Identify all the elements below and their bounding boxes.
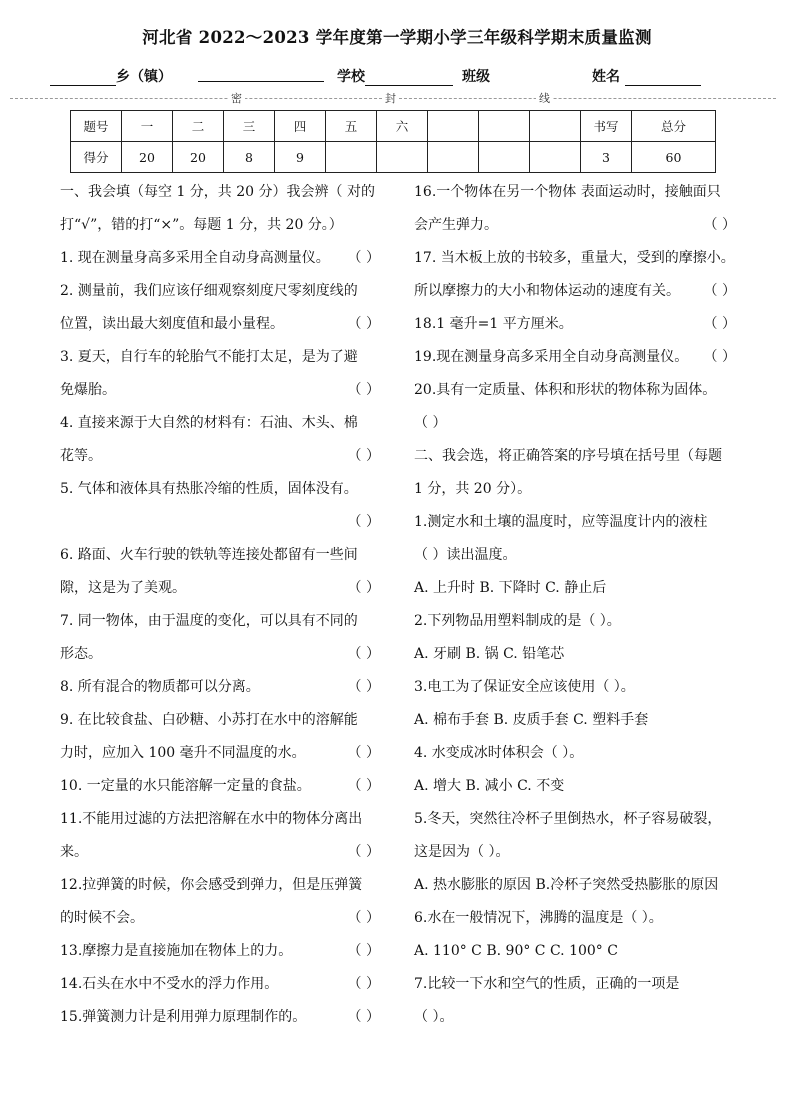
question-text: 6. 路面、火车行驶的铁轨等连接处都留有一些间 bbox=[60, 547, 358, 563]
school-field[interactable] bbox=[337, 66, 453, 86]
question-line bbox=[60, 407, 380, 440]
seal-mi: 密 bbox=[228, 90, 245, 106]
question-line bbox=[414, 935, 736, 968]
question-line bbox=[60, 605, 380, 638]
question-text: （ ）。 bbox=[414, 1009, 454, 1025]
question-line bbox=[60, 869, 380, 902]
table-cell: 得分 bbox=[71, 142, 122, 173]
answer-parentheses[interactable]: （ ） bbox=[703, 316, 736, 332]
question-line bbox=[414, 407, 736, 440]
question-text: A. 棉布手套 B. 皮质手套 C. 塑料手套 bbox=[414, 712, 649, 728]
answer-parentheses[interactable]: （ ） bbox=[347, 679, 380, 695]
question-line bbox=[414, 770, 736, 803]
question-text: 5.冬天，突然往冷杯子里倒热水，杯子容易破裂， bbox=[414, 811, 722, 827]
question-line bbox=[414, 572, 736, 605]
table-cell: 二 bbox=[173, 111, 224, 142]
question-text: 7. 同一物体，由于温度的变化，可以具有不同的 bbox=[60, 613, 358, 629]
question-line bbox=[60, 176, 380, 209]
name-field[interactable] bbox=[592, 66, 701, 86]
question-line bbox=[60, 704, 380, 737]
seal-feng: 封 bbox=[382, 90, 399, 106]
table-cell: 20 bbox=[173, 142, 224, 173]
answer-parentheses[interactable]: （ ） bbox=[347, 646, 380, 662]
question-text: A. 上升时 B. 下降时 C. 静止后 bbox=[414, 580, 607, 596]
town-name-field[interactable] bbox=[198, 66, 324, 82]
question-text: A. 热水膨胀的原因 B.冷杯子突然受热膨胀的原因 bbox=[414, 877, 719, 893]
question-text: 二、我会选，将正确答案的序号填在括号里（每题 bbox=[414, 448, 722, 464]
question-line bbox=[414, 275, 736, 308]
question-text: 14.石头在水中不受水的浮力作用。 bbox=[60, 976, 279, 992]
score-table-header-row bbox=[71, 111, 716, 142]
question-line bbox=[60, 638, 380, 671]
question-text: 所以摩擦力的大小和物体运动的速度有关。 bbox=[414, 283, 680, 299]
question-text: A. 110° C B. 90° C C. 100° C bbox=[414, 943, 618, 959]
answer-parentheses[interactable]: （ ） bbox=[347, 316, 380, 332]
question-text: 8. 所有混合的物质都可以分离。 bbox=[60, 679, 260, 695]
question-line bbox=[60, 770, 380, 803]
town-blank[interactable] bbox=[50, 70, 116, 86]
question-line bbox=[60, 902, 380, 935]
question-text: 5. 气体和液体具有热胀冷缩的性质，固体没有。 bbox=[60, 481, 358, 497]
question-line bbox=[414, 242, 736, 275]
table-cell: 五 bbox=[326, 111, 377, 142]
student-info-row bbox=[0, 66, 794, 86]
question-text: 1.测定水和土壤的温度时，应等温度计内的液柱 bbox=[414, 514, 708, 530]
question-line bbox=[414, 209, 736, 242]
table-cell: 六 bbox=[377, 111, 428, 142]
question-line bbox=[414, 836, 736, 869]
question-line bbox=[414, 605, 736, 638]
question-line bbox=[60, 209, 380, 242]
table-cell bbox=[479, 111, 530, 142]
answer-parentheses[interactable]: （ ） bbox=[347, 448, 380, 464]
answer-parentheses[interactable]: （ ） bbox=[347, 580, 380, 596]
question-text: 的时候不会。 bbox=[60, 910, 144, 926]
question-line bbox=[60, 275, 380, 308]
question-line bbox=[414, 506, 736, 539]
question-text: （ ）读出温度。 bbox=[414, 547, 517, 563]
table-cell bbox=[530, 142, 581, 173]
name-label: 姓名 bbox=[592, 69, 620, 85]
answer-parentheses[interactable]: （ ） bbox=[347, 976, 380, 992]
answer-parentheses[interactable]: （ ） bbox=[347, 778, 380, 794]
school-label: 学校 bbox=[337, 69, 365, 85]
question-text: 10. 一定量的水只能溶解一定量的食盐。 bbox=[60, 778, 311, 794]
exam-title: 河北省 2022～2023 学年度第一学期小学三年级科学期末质量监测 bbox=[142, 28, 652, 47]
answer-parentheses[interactable]: （ ） bbox=[347, 745, 380, 761]
question-text: 4. 水变成冰时体积会（ ）。 bbox=[414, 745, 584, 761]
question-line bbox=[60, 968, 380, 1001]
question-line bbox=[414, 176, 736, 209]
table-cell: 9 bbox=[275, 142, 326, 173]
table-cell bbox=[530, 111, 581, 142]
question-text: 花等。 bbox=[60, 448, 102, 464]
question-text: 18.1 毫升=1 平方厘米。 bbox=[414, 316, 573, 332]
question-text: 形态。 bbox=[60, 646, 102, 662]
question-text: A. 牙刷 B. 锅 C. 铅笔芯 bbox=[414, 646, 565, 662]
question-text: 15.弹簧测力计是利用弹力原理制作的。 bbox=[60, 1009, 307, 1025]
answer-parentheses[interactable]: （ ） bbox=[347, 250, 380, 266]
question-line bbox=[60, 539, 380, 572]
table-cell bbox=[377, 142, 428, 173]
table-cell: 8 bbox=[224, 142, 275, 173]
right-column bbox=[414, 176, 736, 1034]
question-text: 3. 夏天，自行车的轮胎气不能打太足，是为了避 bbox=[60, 349, 358, 365]
question-line bbox=[414, 737, 736, 770]
town-label: 乡（镇） bbox=[116, 69, 172, 85]
question-text: 1. 现在测量身高多采用全自动身高测量仪。 bbox=[60, 250, 330, 266]
answer-parentheses[interactable]: （ ） bbox=[703, 349, 736, 365]
question-line bbox=[414, 638, 736, 671]
answer-parentheses[interactable]: （ ） bbox=[347, 844, 380, 860]
question-line bbox=[414, 1001, 736, 1034]
question-line bbox=[414, 374, 736, 407]
question-text: 9. 在比较食盐、白砂糖、小苏打在水中的溶解能 bbox=[60, 712, 358, 728]
table-cell: 三 bbox=[224, 111, 275, 142]
question-line bbox=[60, 506, 380, 539]
answer-parentheses[interactable]: （ ） bbox=[703, 283, 736, 299]
question-text: 7.比较一下水和空气的性质，正确的一项是 bbox=[414, 976, 680, 992]
question-line bbox=[60, 308, 380, 341]
table-cell bbox=[326, 142, 377, 173]
answer-parentheses[interactable]: （ ） bbox=[347, 943, 380, 959]
question-line bbox=[414, 902, 736, 935]
question-text: 这是因为（ ）。 bbox=[414, 844, 510, 860]
question-line bbox=[60, 737, 380, 770]
question-text: A. 增大 B. 减小 C. 不变 bbox=[414, 778, 565, 794]
question-line bbox=[414, 539, 736, 572]
question-text: 20.具有一定质量、体积和形状的物体称为固体。 bbox=[414, 382, 717, 398]
table-cell: 题号 bbox=[71, 111, 122, 142]
question-line bbox=[60, 803, 380, 836]
question-text: 17. 当木板上放的书较多，重量大，受到的摩擦小。 bbox=[414, 250, 735, 266]
table-cell: 一 bbox=[122, 111, 173, 142]
table-cell: 书写 bbox=[581, 111, 632, 142]
question-line bbox=[60, 374, 380, 407]
class-field[interactable] bbox=[462, 66, 490, 86]
question-text: 1 分，共 20 分）。 bbox=[414, 481, 532, 497]
question-line bbox=[414, 803, 736, 836]
question-text: 19.现在测量身高多采用全自动身高测量仪。 bbox=[414, 349, 689, 365]
question-line bbox=[60, 1001, 380, 1034]
table-cell: 60 bbox=[632, 142, 716, 173]
table-cell bbox=[479, 142, 530, 173]
question-line bbox=[414, 473, 736, 506]
question-line bbox=[414, 671, 736, 704]
question-text: 2. 测量前，我们应该仔细观察刻度尺零刻度线的 bbox=[60, 283, 358, 299]
score-table bbox=[70, 110, 716, 173]
question-text: 13.摩擦力是直接施加在物体上的力。 bbox=[60, 943, 293, 959]
question-text: 免爆胎。 bbox=[60, 382, 116, 398]
question-text: 16.一个物体在另一个物体 表面运动时，接触面只 bbox=[414, 184, 721, 200]
town-name-blank[interactable] bbox=[198, 66, 324, 82]
table-cell bbox=[428, 142, 479, 173]
question-line bbox=[60, 341, 380, 374]
left-column bbox=[60, 176, 380, 1034]
question-line bbox=[414, 440, 736, 473]
question-text: 2.下列物品用塑料制成的是（ ）。 bbox=[414, 613, 621, 629]
question-line bbox=[414, 341, 736, 374]
answer-parentheses[interactable]: （ ） bbox=[347, 514, 380, 530]
question-line bbox=[60, 242, 380, 275]
question-text: 6.水在一般情况下，沸腾的温度是（ ）。 bbox=[414, 910, 663, 926]
question-line bbox=[414, 869, 736, 902]
question-text: （ ） bbox=[414, 415, 447, 431]
question-text: 来。 bbox=[60, 844, 88, 860]
question-line bbox=[60, 935, 380, 968]
question-text: 4. 直接来源于大自然的材料有：石油、木头、棉 bbox=[60, 415, 358, 431]
question-text: 3.电工为了保证安全应该使用（ ）。 bbox=[414, 679, 635, 695]
name-blank[interactable] bbox=[625, 70, 701, 86]
answer-parentheses[interactable]: （ ） bbox=[347, 910, 380, 926]
question-line bbox=[414, 704, 736, 737]
table-cell: 总分 bbox=[632, 111, 716, 142]
question-text: 隙，这是为了美观。 bbox=[60, 580, 186, 596]
seal-line bbox=[10, 92, 776, 106]
seal-xian: 线 bbox=[536, 90, 553, 106]
answer-parentheses[interactable]: （ ） bbox=[347, 1009, 380, 1025]
question-text: 一、我会填（每空 1 分，共 20 分）我会辨（ 对的 bbox=[60, 184, 375, 200]
question-text: 位置，读出最大刻度值和最小量程。 bbox=[60, 316, 284, 332]
question-text: 打“√”，错的打“×”。每题 1 分，共 20 分。） bbox=[60, 217, 343, 233]
question-line bbox=[60, 572, 380, 605]
answer-parentheses[interactable]: （ ） bbox=[347, 382, 380, 398]
question-line bbox=[414, 308, 736, 341]
question-text: 11.不能用过滤的方法把溶解在水中的物体分离出 bbox=[60, 811, 363, 827]
question-line bbox=[60, 440, 380, 473]
table-cell: 3 bbox=[581, 142, 632, 173]
town-field[interactable] bbox=[50, 66, 172, 86]
score-table-score-row bbox=[71, 142, 716, 173]
table-cell: 四 bbox=[275, 111, 326, 142]
school-blank[interactable] bbox=[365, 70, 453, 86]
class-label: 班级 bbox=[462, 69, 490, 85]
table-cell bbox=[428, 111, 479, 142]
question-text: 力时，应加入 100 毫升不同温度的水。 bbox=[60, 745, 306, 761]
question-line bbox=[60, 671, 380, 704]
question-text: 会产生弹力。 bbox=[414, 217, 498, 233]
question-line bbox=[414, 968, 736, 1001]
question-line bbox=[60, 836, 380, 869]
answer-parentheses[interactable]: （ ） bbox=[703, 217, 736, 233]
question-line bbox=[60, 473, 380, 506]
question-text: 12.拉弹簧的时候，你会感受到弹力，但是压弹簧 bbox=[60, 877, 363, 893]
table-cell: 20 bbox=[122, 142, 173, 173]
